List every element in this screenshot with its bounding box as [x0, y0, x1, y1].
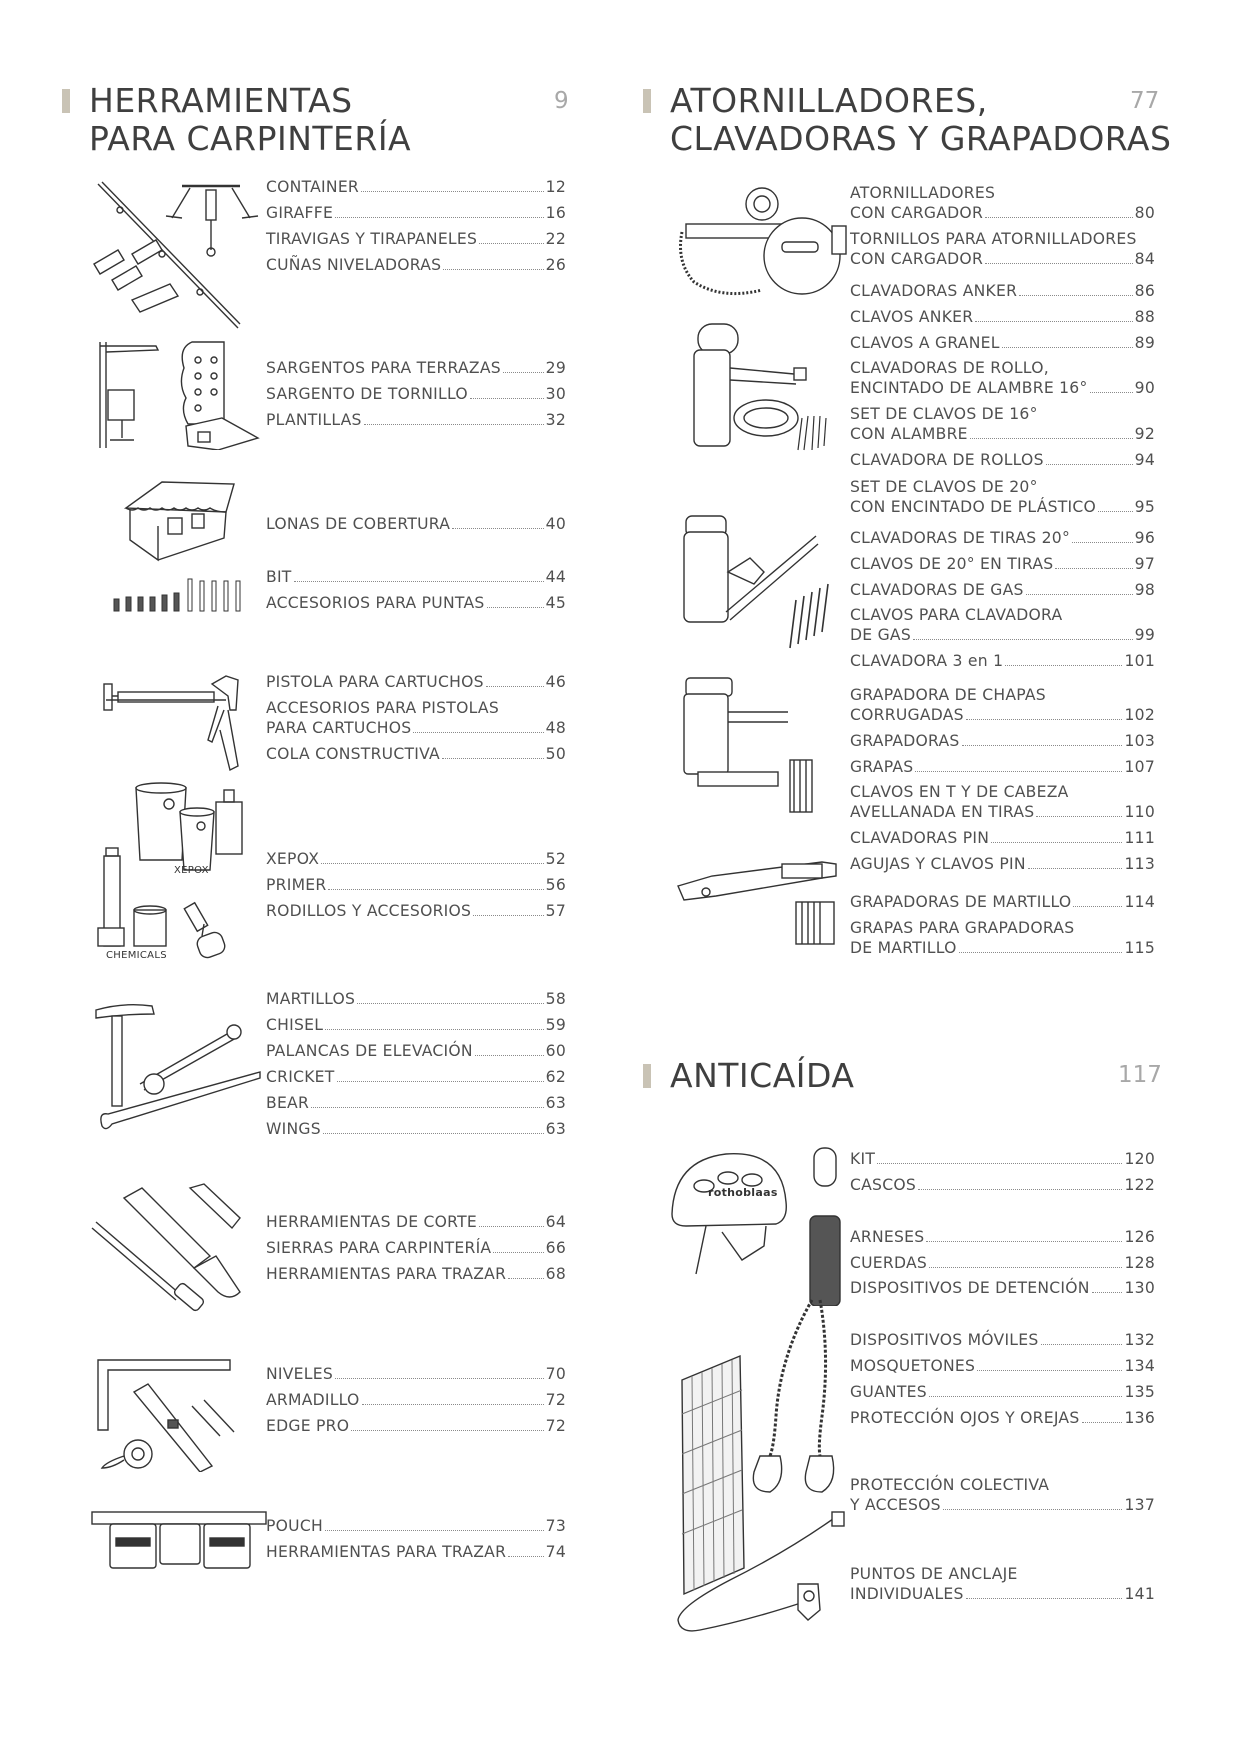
- dot-leader: [991, 842, 1122, 843]
- toc-entry-label: HERRAMIENTAS DE CORTE: [266, 1213, 477, 1231]
- toc-entry-page: 107: [1124, 758, 1155, 776]
- toc-entry-page: 126: [1124, 1228, 1155, 1246]
- toc-entry-label: PISTOLA PARA CARTUCHOS: [266, 673, 484, 691]
- toc-entry-label: CRICKET: [266, 1068, 335, 1086]
- toc-entry[interactable]: [266, 384, 566, 404]
- toc-entry[interactable]: [850, 477, 1155, 517]
- dot-leader: [493, 1252, 543, 1253]
- dot-leader: [323, 1133, 544, 1134]
- dot-leader: [1046, 464, 1133, 465]
- toc-entry-page: 89: [1134, 334, 1155, 352]
- toc-entry-label-line2: DE MARTILLO: [850, 939, 957, 957]
- toc-entry-page: 52: [545, 850, 566, 868]
- toc-entry[interactable]: [850, 1408, 1155, 1428]
- toc-entry-label: SET DE CLAVOS DE 20°: [850, 478, 1038, 496]
- dot-leader: [877, 1163, 1122, 1164]
- toc-entry-page: 103: [1124, 732, 1155, 750]
- toc-entry-page: 95: [1134, 498, 1155, 516]
- toc-entry-label: NIVELES: [266, 1365, 333, 1383]
- dot-leader: [1026, 594, 1133, 595]
- dot-leader: [966, 1598, 1123, 1599]
- dot-leader: [913, 639, 1133, 640]
- toc-entry-label-line2: CORRUGADAS: [850, 706, 964, 724]
- toc-entry-label: CLAVADORA 3 en 1: [850, 652, 1004, 670]
- toc-entry-label-line2: DE GAS: [850, 626, 911, 644]
- dot-leader: [321, 863, 544, 864]
- toc-entry-page: 56: [545, 876, 566, 894]
- toc-entry-page: 101: [1124, 652, 1155, 670]
- toc-entry-page: 72: [545, 1391, 566, 1409]
- toc-entry[interactable]: [850, 1253, 1155, 1273]
- toc-entry[interactable]: [266, 1542, 566, 1562]
- toc-entry[interactable]: [266, 203, 566, 223]
- toc-entry-label: TIRAVIGAS Y TIRAPANELES: [266, 230, 478, 248]
- toc-entry-label: MARTILLOS: [266, 990, 356, 1008]
- toc-entry-label: PALANCAS DE ELEVACIÓN: [266, 1042, 473, 1060]
- toc-entry[interactable]: [266, 255, 566, 275]
- toc-entry-label: CLAVOS PARA CLAVADORA: [850, 606, 1063, 624]
- toc-entry-page: 96: [1134, 529, 1155, 547]
- stapler-illustration: [678, 676, 818, 816]
- toc-entry-label: PLANTILLAS: [266, 411, 362, 429]
- dot-leader: [918, 1189, 1122, 1190]
- dot-leader: [479, 243, 544, 244]
- dot-leader: [325, 1530, 544, 1531]
- toc-entry[interactable]: [850, 307, 1155, 327]
- toc-entry-page: 122: [1124, 1176, 1155, 1194]
- dot-leader: [479, 1226, 544, 1227]
- dot-leader: [364, 424, 544, 425]
- toc-entry[interactable]: [266, 875, 566, 895]
- toc-entry-label: ARNESES: [850, 1228, 925, 1246]
- toc-entry-label-line2: INDIVIDUALES: [850, 1585, 964, 1603]
- toc-entry[interactable]: [266, 1416, 566, 1436]
- toc-entry-page: 98: [1134, 581, 1155, 599]
- dot-leader: [328, 889, 543, 890]
- toc-entry[interactable]: [850, 1278, 1155, 1298]
- toc-entry-page: 90: [1134, 379, 1155, 397]
- toc-entry[interactable]: [266, 593, 566, 613]
- toc-entry-label: PROTECCIÓN OJOS Y OREJAS: [850, 1409, 1080, 1427]
- toc-entry-page: 63: [545, 1120, 566, 1138]
- dot-leader: [1028, 868, 1123, 869]
- toc-entry[interactable]: [266, 1212, 566, 1232]
- toc-entry[interactable]: [266, 698, 566, 738]
- toc-entry-page: 120: [1124, 1150, 1155, 1168]
- toc-entry-page: 132: [1124, 1331, 1155, 1349]
- toc-entry-page: 62: [545, 1068, 566, 1086]
- toc-entry-page: 68: [545, 1265, 566, 1283]
- caulking-gun-illustration: [100, 670, 252, 772]
- dot-leader: [1002, 347, 1133, 348]
- toc-entry-label: WINGS: [266, 1120, 321, 1138]
- toc-entry-page: 16: [545, 204, 566, 222]
- toc-entry[interactable]: [850, 404, 1155, 444]
- toc-entry[interactable]: [266, 177, 566, 197]
- dot-leader: [1036, 816, 1122, 817]
- toc-entry[interactable]: [850, 1149, 1155, 1169]
- dot-leader: [351, 1430, 543, 1431]
- section-title-atornilladores: [670, 82, 1171, 158]
- toc-entry[interactable]: [266, 1041, 566, 1061]
- title-line-1: ATORNILLADORES,: [670, 81, 988, 120]
- dot-leader: [452, 528, 544, 529]
- toc-entry-label-line2: AVELLANADA EN TIRAS: [850, 803, 1035, 821]
- toc-entry[interactable]: [266, 1238, 566, 1258]
- toc-entry-page: 46: [545, 673, 566, 691]
- screwdriver-magazine-illustration: [672, 182, 852, 302]
- toc-entry[interactable]: [850, 828, 1155, 848]
- toc-entry-page: 45: [545, 594, 566, 612]
- toc-entry[interactable]: [850, 685, 1155, 725]
- title-line-1: HERRAMIENTAS: [89, 81, 353, 120]
- toc-entry[interactable]: [850, 450, 1155, 470]
- toc-entry-page: 30: [545, 385, 566, 403]
- dot-leader: [962, 745, 1123, 746]
- toc-entry-page: 130: [1124, 1279, 1155, 1297]
- section-title-anticaida: [670, 1057, 854, 1095]
- toc-entry-page: 92: [1134, 425, 1155, 443]
- title-line-1: ANTICAÍDA: [670, 1056, 855, 1095]
- dot-leader: [1072, 542, 1133, 543]
- section-marker-carpinteria: [62, 89, 70, 113]
- toc-entry-page: 12: [545, 178, 566, 196]
- toc-entry-label: GRAPAS: [850, 758, 914, 776]
- toc-entry-label: AGUJAS Y CLAVOS PIN: [850, 855, 1026, 873]
- helmet-harness-illustration: [666, 1146, 852, 1306]
- coil-nailer-illustration: [684, 320, 844, 452]
- section-page-atornilladores: 77: [1130, 88, 1160, 114]
- tool-pouch-illustration: [90, 1508, 268, 1574]
- toc-entry[interactable]: [850, 333, 1155, 353]
- toc-entry-label: GRAPADORAS: [850, 732, 960, 750]
- toc-entry-page: 136: [1124, 1409, 1155, 1427]
- section-marker-anticaida: [643, 1064, 651, 1088]
- tarp-cover-illustration: [122, 478, 242, 564]
- toc-entry-label: CLAVADORAS ANKER: [850, 282, 1018, 300]
- toc-entry[interactable]: [266, 1119, 566, 1139]
- toc-entry-label: HERRAMIENTAS PARA TRAZAR: [266, 1543, 507, 1561]
- toc-entry[interactable]: [850, 1475, 1155, 1515]
- dot-leader: [929, 1396, 1123, 1397]
- dot-leader: [1055, 568, 1132, 569]
- toc-entry[interactable]: [266, 410, 566, 430]
- anchor-point-illustration: [670, 1510, 856, 1636]
- toc-entry[interactable]: [850, 1564, 1155, 1604]
- dot-leader: [337, 1081, 544, 1082]
- toc-entry-label: SARGENTOS PARA TERRAZAS: [266, 359, 501, 377]
- toc-entry[interactable]: [850, 605, 1155, 645]
- dot-leader: [1073, 906, 1122, 907]
- toc-entry-page: 135: [1124, 1383, 1155, 1401]
- toc-entry-label: PUNTOS DE ANCLAJE: [850, 1565, 1018, 1583]
- toc-entry-page: 111: [1124, 829, 1155, 847]
- toc-entry-label: GRAPAS PARA GRAPADORAS: [850, 919, 1075, 937]
- toc-entry-label: DISPOSITIVOS MÓVILES: [850, 1331, 1039, 1349]
- toc-entry[interactable]: [850, 731, 1155, 751]
- toc-entry-page: 50: [545, 745, 566, 763]
- toc-entry-page: 64: [545, 1213, 566, 1231]
- toc-entry-page: 113: [1124, 855, 1155, 873]
- dot-leader: [335, 217, 544, 218]
- dot-leader: [470, 398, 544, 399]
- hammers-illustration: [94, 1000, 262, 1142]
- toc-entry-page: 32: [545, 411, 566, 429]
- toc-entry-label-line2: CON CARGADOR: [850, 204, 984, 222]
- toc-entry[interactable]: [266, 1364, 566, 1384]
- dot-leader: [1019, 295, 1132, 296]
- toc-entry-label: CUÑAS NIVELADORAS: [266, 256, 442, 274]
- toc-entry-page: 57: [545, 902, 566, 920]
- dot-leader: [294, 581, 544, 582]
- toc-entry-label: PROTECCIÓN COLECTIVA: [850, 1476, 1050, 1494]
- toc-entry-page: 74: [545, 1543, 566, 1561]
- hammer-tacker-illustration: [672, 856, 840, 946]
- toc-entry-label: RODILLOS Y ACCESORIOS: [266, 902, 472, 920]
- dot-leader: [487, 607, 544, 608]
- toc-entry[interactable]: [850, 782, 1155, 822]
- dot-leader: [357, 1003, 543, 1004]
- toc-entry[interactable]: [850, 854, 1155, 874]
- toc-entry-page: 115: [1124, 939, 1155, 957]
- toc-entry-page: 94: [1134, 451, 1155, 469]
- dot-leader: [943, 1509, 1123, 1510]
- toc-entry-label: CLAVADORAS DE ROLLO,: [850, 359, 1049, 377]
- toc-entry-page: 84: [1134, 250, 1155, 268]
- dot-leader: [486, 686, 544, 687]
- toc-entry-page: 110: [1124, 803, 1155, 821]
- toc-entry[interactable]: [266, 901, 566, 921]
- toc-entry-label: XEPOX: [266, 850, 320, 868]
- toc-entry-page: 40: [545, 515, 566, 533]
- toc-entry[interactable]: [266, 1067, 566, 1087]
- dot-leader: [966, 719, 1123, 720]
- toc-entry[interactable]: [850, 528, 1155, 548]
- toc-entry-label: GRAPADORAS DE MARTILLO: [850, 893, 1072, 911]
- toc-entry-page: 59: [545, 1016, 566, 1034]
- toc-entry-page: 44: [545, 568, 566, 586]
- dot-leader: [361, 191, 544, 192]
- toc-entry-page: 22: [545, 230, 566, 248]
- lanyard-illustration: [740, 1296, 860, 1496]
- toc-entry[interactable]: [850, 757, 1155, 777]
- dot-leader: [1090, 392, 1133, 393]
- toc-entry-label: LONAS DE COBERTURA: [266, 515, 451, 533]
- toc-entry-label: SET DE CLAVOS DE 16°: [850, 405, 1038, 423]
- toc-entry-label: CONTAINER: [266, 178, 360, 196]
- title-line-2: CLAVADORAS Y GRAPADORAS: [670, 119, 1172, 158]
- title-line-2: PARA CARPINTERÍA: [89, 119, 412, 158]
- dot-leader: [1092, 1292, 1123, 1293]
- toc-entry-page: 60: [545, 1042, 566, 1060]
- toc-entry[interactable]: [850, 1356, 1155, 1376]
- toc-entry-label: BEAR: [266, 1094, 310, 1112]
- toc-entry-label: DISPOSITIVOS DE DETENCIÓN: [850, 1279, 1090, 1297]
- dot-leader: [325, 1029, 544, 1030]
- toc-entry-page: 114: [1124, 893, 1155, 911]
- dot-leader: [1082, 1422, 1123, 1423]
- toc-entry[interactable]: [266, 514, 566, 534]
- toc-entry-label: CLAVADORAS DE TIRAS 20°: [850, 529, 1071, 547]
- toc-entry[interactable]: [266, 1015, 566, 1035]
- toc-entry-label: CLAVOS EN T Y DE CABEZA: [850, 783, 1069, 801]
- toc-entry-label: SARGENTO DE TORNILLO: [266, 385, 468, 403]
- toc-entry[interactable]: [850, 580, 1155, 600]
- toc-entry-page: 48: [545, 719, 566, 737]
- toc-entry-page: 128: [1124, 1254, 1155, 1272]
- toc-entry-page: 97: [1134, 555, 1155, 573]
- toc-entry-label: ARMADILLO: [266, 1391, 360, 1409]
- toc-entry-label: CLAVADORAS DE GAS: [850, 581, 1024, 599]
- strip-nailer-illustration: [678, 512, 844, 652]
- toc-entry-label: GUANTES: [850, 1383, 927, 1401]
- toc-entry-label: ATORNILLADORES: [850, 184, 996, 202]
- toc-entry-page: 72: [545, 1417, 566, 1435]
- dot-leader: [959, 952, 1123, 953]
- toc-entry[interactable]: [266, 849, 566, 869]
- toc-entry-label: PRIMER: [266, 876, 327, 894]
- toc-entry-page: 66: [545, 1239, 566, 1257]
- toc-entry[interactable]: [850, 1330, 1155, 1350]
- toc-entry[interactable]: [266, 1390, 566, 1410]
- toc-entry-page: 73: [545, 1517, 566, 1535]
- toc-entry-label-line2: Y ACCESOS: [850, 1496, 941, 1514]
- section-page-carpinteria: 9: [554, 88, 569, 114]
- xepox-can-label: XEPOX: [174, 865, 209, 876]
- levels-illustration: [96, 1356, 246, 1472]
- toc-entry-page: 70: [545, 1365, 566, 1383]
- toc-entry-label: CLAVOS A GRANEL: [850, 334, 1000, 352]
- dot-leader: [413, 732, 543, 733]
- dot-leader: [1041, 1344, 1123, 1345]
- dot-leader: [929, 1267, 1122, 1268]
- toc-entry[interactable]: [850, 1382, 1155, 1402]
- dot-leader: [1098, 511, 1133, 512]
- toc-entry[interactable]: [850, 229, 1155, 269]
- toc-entry[interactable]: [266, 1093, 566, 1113]
- dot-leader: [926, 1241, 1122, 1242]
- toc-entry[interactable]: [850, 651, 1155, 671]
- toc-entry[interactable]: [850, 281, 1155, 301]
- dot-leader: [985, 263, 1133, 264]
- toc-entry-label: CLAVOS ANKER: [850, 308, 974, 326]
- toc-entry-label: BIT: [266, 568, 292, 586]
- dot-leader: [1005, 665, 1122, 666]
- toc-entry-page: 102: [1124, 706, 1155, 724]
- toc-entry-page: 88: [1134, 308, 1155, 326]
- toc-entry-page: 141: [1124, 1585, 1155, 1603]
- dot-leader: [975, 321, 1132, 322]
- toc-entry[interactable]: [266, 567, 566, 587]
- cutting-tools-illustration: [90, 1182, 252, 1312]
- toc-entry-page: 99: [1134, 626, 1155, 644]
- toc-entry[interactable]: [266, 989, 566, 1009]
- toc-entry[interactable]: [266, 1264, 566, 1284]
- toc-entry-page: 26: [545, 256, 566, 274]
- dot-leader: [473, 915, 543, 916]
- toc-entry-label: ACCESORIOS PARA PISTOLAS: [266, 699, 499, 717]
- toc-entry-label: MOSQUETONES: [850, 1357, 976, 1375]
- toc-entry-label: CLAVADORA DE ROLLOS: [850, 451, 1044, 469]
- toc-entry-label: POUCH: [266, 1517, 323, 1535]
- toc-entry-label-line2: CON CARGADOR: [850, 250, 984, 268]
- toc-entry-page: 134: [1124, 1357, 1155, 1375]
- chemicals-label: CHEMICALS: [106, 950, 167, 961]
- toc-entry[interactable]: [850, 183, 1155, 223]
- toc-entry-label: ACCESORIOS PARA PUNTAS: [266, 594, 485, 612]
- toc-entry-page: 137: [1124, 1496, 1155, 1514]
- toc-entry-label: CHISEL: [266, 1016, 324, 1034]
- dot-leader: [503, 372, 544, 373]
- toc-entry[interactable]: [850, 892, 1155, 912]
- dot-leader: [970, 438, 1133, 439]
- toc-entry-label: CLAVOS DE 20° EN TIRAS: [850, 555, 1054, 573]
- toc-entry[interactable]: [850, 918, 1155, 958]
- toc-entry-label: CLAVADORAS PIN: [850, 829, 990, 847]
- dot-leader: [335, 1378, 544, 1379]
- toc-entry-page: 80: [1134, 204, 1155, 222]
- toc-entry-page: 63: [545, 1094, 566, 1112]
- dot-leader: [508, 1556, 543, 1557]
- container-giraffe-illustration: [90, 172, 260, 332]
- toc-entry-page: 29: [545, 359, 566, 377]
- toc-entry[interactable]: [850, 1175, 1155, 1195]
- toc-entry[interactable]: [850, 554, 1155, 574]
- helmet-brand-label: rothoblaas: [708, 1186, 778, 1199]
- dot-leader: [362, 1404, 544, 1405]
- toc-entry[interactable]: [850, 1227, 1155, 1247]
- toc-entry[interactable]: [850, 358, 1155, 398]
- toc-entry-label: TORNILLOS PARA ATORNILLADORES: [850, 230, 1137, 248]
- toc-entry-label: HERRAMIENTAS PARA TRAZAR: [266, 1265, 507, 1283]
- section-marker-atornilladores: [643, 89, 651, 113]
- dot-leader: [442, 758, 544, 759]
- toc-entry-label: COLA CONSTRUCTIVA: [266, 745, 440, 763]
- toc-entry[interactable]: [266, 1516, 566, 1536]
- dot-leader: [443, 269, 543, 270]
- toc-entry-label-line2: PARA CARTUCHOS: [266, 719, 412, 737]
- toc-entry[interactable]: [266, 358, 566, 378]
- toc-entry-label: CASCOS: [850, 1176, 917, 1194]
- toc-entry-label-line2: CON ENCINTADO DE PLÁSTICO: [850, 498, 1097, 516]
- toc-entry[interactable]: [266, 672, 566, 692]
- toc-entry-page: 58: [545, 990, 566, 1008]
- dot-leader: [977, 1370, 1122, 1371]
- section-title-carpinteria: [89, 82, 411, 158]
- toc-entry-label: SIERRAS PARA CARPINTERÍA: [266, 1239, 492, 1257]
- toc-entry-label: GRAPADORA DE CHAPAS: [850, 686, 1046, 704]
- dot-leader: [475, 1055, 544, 1056]
- toc-entry-label-line2: CON ALAMBRE: [850, 425, 968, 443]
- dot-leader: [508, 1278, 543, 1279]
- toc-entry-label-line2: ENCINTADO DE ALAMBRE 16°: [850, 379, 1088, 397]
- dot-leader: [311, 1107, 544, 1108]
- toc-entry[interactable]: [266, 744, 566, 764]
- bits-illustration: [112, 575, 242, 615]
- toc-entry-label: KIT: [850, 1150, 876, 1168]
- dot-leader: [985, 217, 1133, 218]
- toc-entry[interactable]: [266, 229, 566, 249]
- toc-entry-label: GIRAFFE: [266, 204, 334, 222]
- toc-entry-label: CUERDAS: [850, 1254, 928, 1272]
- toc-entry-page: 86: [1134, 282, 1155, 300]
- toc-entry-label: EDGE PRO: [266, 1417, 350, 1435]
- clamps-templates-illustration: [92, 338, 264, 450]
- dot-leader: [915, 771, 1122, 772]
- section-page-anticaida: 117: [1118, 1062, 1162, 1088]
